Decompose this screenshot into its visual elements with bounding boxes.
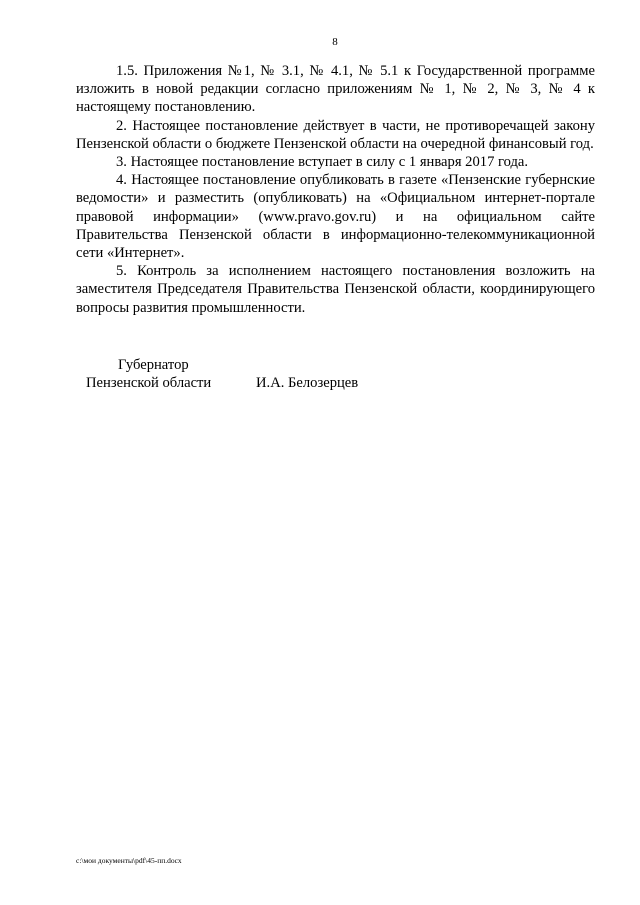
paragraph-4: 4. Настоящее постановление опубликовать в газете «Пензенские губернские ведомости» и разместить (опубликовать) на «Официальном интернет-портале правовой информации» (www.pravo.gov.ru) и на официальном сайте Правительства Пензенской области в информационно-телекоммуникационной сети «Интернет». bbox=[76, 172, 595, 262]
document-body bbox=[76, 62, 595, 317]
footer-file-path: c:\мои документы\pdf\45-пп.docx bbox=[76, 856, 182, 865]
signatory-title: Губернатор bbox=[118, 357, 189, 373]
paragraph-1-5: 1.5. Приложения №1, № 3.1, № 4.1, № 5.1 к Государственной программе изложить в новой редакции согласно приложениям № 1, № 2, № 3, № 4 к настоящему постановлению. bbox=[76, 63, 595, 116]
paragraph-2: 2. Настоящее постановление действует в части, не противоречащей закону Пензенской области о бюджете Пензенской области на очередной финансовый год. bbox=[76, 117, 595, 152]
signatory-name: И.А. Белозерцев bbox=[256, 375, 359, 391]
paragraph-3: 3. Настоящее постановление вступает в силу с 1 января 2017 года. bbox=[116, 154, 529, 171]
page-number: 8 bbox=[332, 36, 338, 48]
signatory-region: Пензенской области bbox=[86, 375, 212, 391]
paragraph-5: 5. Контроль за исполнением настоящего постановления возложить на заместителя Председателя Правительства Пензенской области, координирующего вопросы развития промышленности. bbox=[76, 263, 595, 316]
